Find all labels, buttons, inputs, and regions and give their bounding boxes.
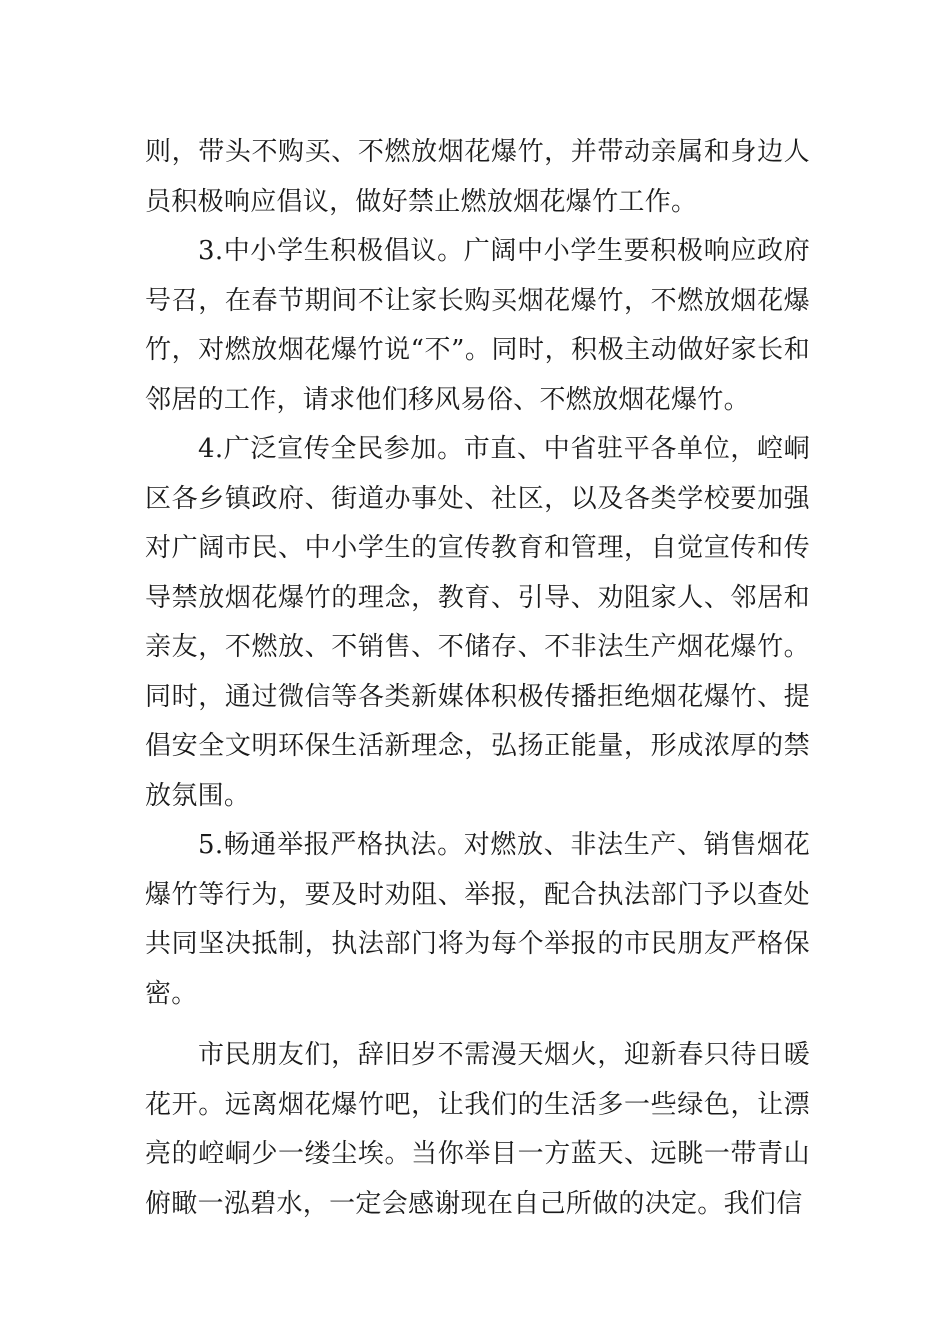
paragraph-item-5: 5.畅通举报严格执法。对燃放、非法生产、销售烟花爆竹等行为，要及时劝阻、举报，配合执法部门予以查处共同坚决抵制，执法部门将为每个举报的市民朋友严格保密。 [145, 830, 810, 1009]
paragraph-continuation: 则，带头不购买、不燃放烟花爆竹，并带动亲属和身边人员积极响应倡议，做好禁止燃放烟花爆竹工作。 [145, 137, 810, 217]
paragraph-item-4: 4.广泛宣传全民参加。市直、中省驻平各单位，崆峒区各乡镇政府、街道办事处、社区，以及各类学校要加强对广阔市民、中小学生的宣传教育和管理，自觉宣传和传导禁放烟花爆竹的理念，教育、引导、劝阻家人、邻居和亲友，不燃放、不销售、不储存、不非法生产烟花爆竹。同时，通过微信等各类新媒体积极传播拒绝烟花爆竹、提倡安全文明环保生活新理念，弘扬正能量，形成浓厚的禁放氛围。 [145, 434, 810, 811]
paragraph-item-3: 3.中小学生积极倡议。广阔中小学生要积极响应政府号召，在春节期间不让家长购买烟花爆竹，不燃放烟花爆竹，对燃放烟花爆竹说“不”。同时，积极主动做好家长和邻居的工作，请求他们移风易俗、不燃放烟花爆竹。 [145, 236, 810, 415]
document-body [145, 128, 810, 1229]
paragraph-closing: 市民朋友们，辞旧岁不需漫天烟火，迎新春只待日暖花开。远离烟花爆竹吧，让我们的生活多一些绿色，让漂亮的崆峒少一缕尘埃。当你举目一方蓝天、远眺一带青山俯瞰一泓碧水，一定会感谢现在自己所做的决定。我们信 [145, 1040, 810, 1219]
